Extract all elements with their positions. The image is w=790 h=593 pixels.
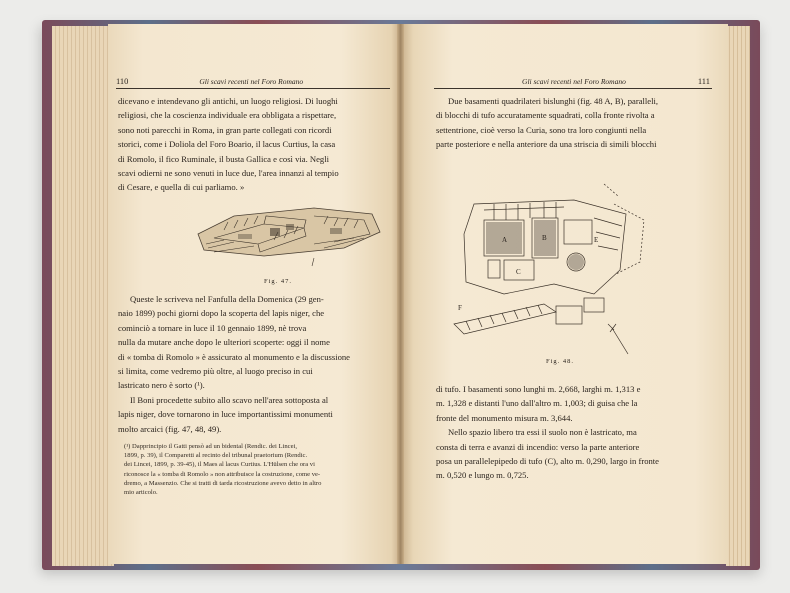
right-page-number: 111 bbox=[697, 76, 710, 86]
text-line: sono noti parecchi in Roma, in gran parte collegati con ricordi bbox=[118, 124, 332, 135]
fig47-excavation-engraving bbox=[194, 194, 384, 268]
text-line: storici, come i Doliola del Foro Boario, il lacus Curtius, la casa bbox=[118, 139, 336, 150]
plan-label-f: F bbox=[458, 304, 462, 312]
footnote-line: dremo, a Massenzio. Che si tratti di tarda ricostruzione avevo detto in altro bbox=[124, 479, 322, 487]
text-line: settentrione, cioè verso la Curia, sono tra loro congiunti nella bbox=[436, 124, 647, 135]
text-line: fronte del monumento misura m. 3,644. bbox=[436, 412, 573, 423]
text-line: di « tomba di Romolo » è assicurato al monumento e la discussione bbox=[118, 351, 350, 362]
text-line: di Romolo, il fico Ruminale, il busta Gallica e così via. Negli bbox=[118, 153, 329, 164]
text-line: scavi odierni ne sono venuti in luce due, l'area innanzi al tempio bbox=[118, 168, 339, 179]
text-line: Due basamenti quadrilateri bislunghi (fig. 48 A, B), paralleli, bbox=[448, 96, 659, 106]
text-line: Queste le scriveva nel Fanfulla della Domenica (29 gen- bbox=[130, 294, 324, 304]
text-line: consta di terra e avanzi di incendio: verso la parte anteriore bbox=[436, 441, 640, 452]
footnote-line: (¹) Dapprincipio il Gatti pensò ad un bidental (Rendic. dei Lincei, bbox=[124, 443, 297, 450]
page-stack-left bbox=[52, 26, 114, 566]
text-line: dicevano e intendevano gli antichi, un luogo religiosi. Di luoghi bbox=[118, 96, 338, 106]
right-text-body bbox=[436, 382, 712, 483]
fig48-caption: Fig. 48. bbox=[545, 358, 575, 365]
text-line: m. 1,328 e distanti l'uno dall'altro m. 1,003; di guisa che la bbox=[436, 398, 638, 409]
left-page bbox=[108, 24, 400, 564]
right-text-top bbox=[436, 94, 712, 152]
text-line: di blocchi di tufo accuratamente squadrati, colla fronte rivolta a bbox=[436, 110, 655, 121]
right-page bbox=[400, 24, 728, 564]
text-line: posa un parallelepipedo di tufo (C), alto m. 0,290, largo in fronte bbox=[436, 456, 659, 467]
text-line: lastricato nero è sorto (¹). bbox=[118, 380, 205, 391]
text-line: nulla da mutare anche dopo le ulteriori scoperte: oggi il nome bbox=[118, 337, 330, 348]
right-running-title: Gli scavi recenti nel Foro Romano bbox=[522, 77, 626, 86]
text-line: naio 1899) pochi giorni dopo la scoperta del lapis niger, che bbox=[118, 308, 325, 319]
footnote-line: 1899, p. 39), il Comparetti al recinto del tribunal praetorium (Rendic. bbox=[124, 452, 308, 460]
footnote-line: riconosce la « tomba di Romolo » non attribuisce la costruzione, come ve- bbox=[124, 470, 321, 478]
plan-label-c: C bbox=[516, 268, 521, 276]
text-line: Il Boni procedette subito allo scavo nell'area sottoposta al bbox=[130, 394, 329, 405]
plan-label-a: A bbox=[502, 236, 508, 244]
left-footnote bbox=[124, 442, 382, 497]
text-line: di tufo. I basamenti sono lunghi m. 2,668, larghi m. 1,313 e bbox=[436, 384, 641, 394]
left-text-top bbox=[118, 94, 390, 195]
fig47-caption: Fig. 47. bbox=[263, 278, 293, 285]
left-running-title: Gli scavi recenti nel Foro Romano bbox=[199, 77, 304, 86]
right-header-rule bbox=[434, 88, 712, 89]
text-line: parte posteriore e nella anteriore da una striscia di simili blocchi bbox=[436, 139, 657, 150]
text-line: lapis niger, dove tornarono in luce importantissimi monumenti bbox=[118, 409, 333, 420]
text-line: si limita, come vedremo più oltre, al luogo preciso in cui bbox=[118, 366, 313, 377]
text-line: m. 0,520 e lungo m. 0,725. bbox=[436, 470, 529, 481]
left-page-number: 110 bbox=[116, 76, 129, 86]
text-line: religiosi, che la coscienza individuale era obbligata a rispettare, bbox=[118, 110, 337, 121]
left-text-body bbox=[118, 292, 390, 436]
page-stack-right bbox=[726, 26, 750, 566]
left-running-head bbox=[116, 76, 386, 86]
text-line: di Cesare, e quella di cui parliamo. » bbox=[118, 182, 245, 193]
fig48-site-plan bbox=[444, 174, 654, 364]
plan-label-b: B bbox=[542, 234, 547, 242]
right-running-head bbox=[438, 76, 710, 86]
plan-label-e: E bbox=[594, 236, 599, 244]
left-header-rule bbox=[116, 88, 390, 89]
footnote-line: mio articolo. bbox=[124, 489, 158, 497]
text-line: Nello spazio libero tra essi il suolo non è lastricato, ma bbox=[448, 427, 637, 438]
text-line: cominciò a tornare in luce il 10 gennaio 1899, nè trova bbox=[118, 322, 307, 333]
footnote-line: dei Lincei, 1899, p. 39-45), il Maes al lacus Curtius. L'Hülsen che ora vi bbox=[124, 461, 315, 469]
book-gutter bbox=[397, 24, 404, 564]
text-line: molto arcaici (fig. 47, 48, 49). bbox=[118, 423, 222, 434]
